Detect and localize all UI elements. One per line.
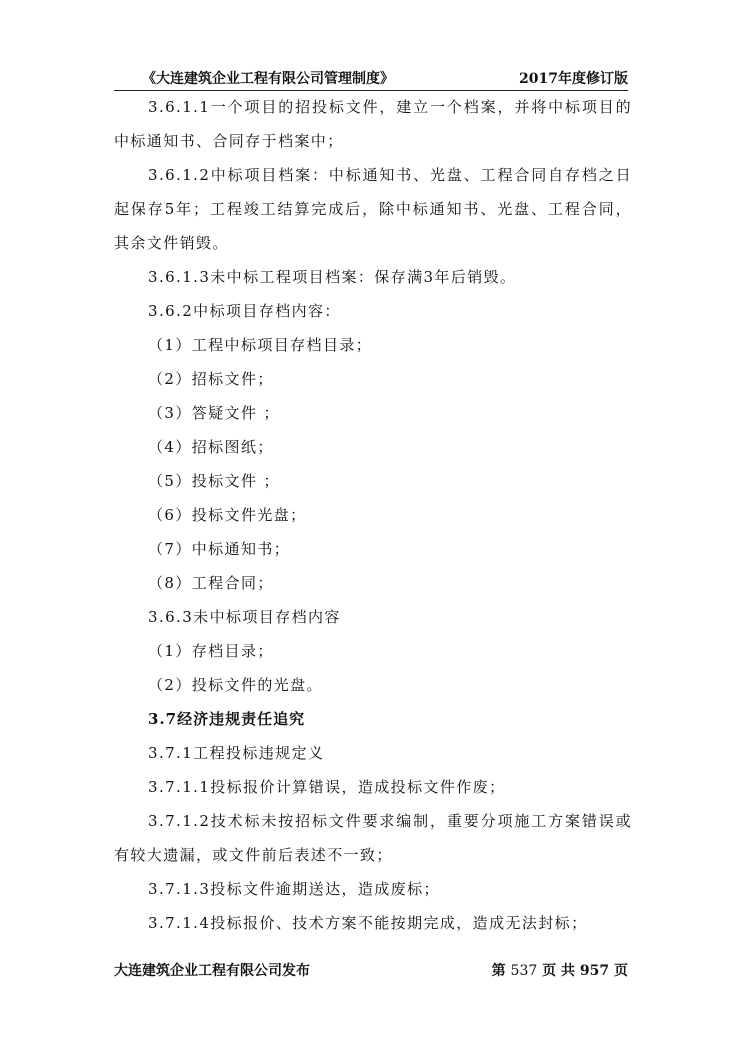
list-item: （8）工程合同； [148,574,274,592]
page-suffix: 页 [614,963,628,979]
list-item: （6）投标文件光盘； [148,506,307,524]
list-item: （1）存档目录； [148,642,274,660]
page-current: 537 [510,963,538,979]
paragraph: 3.6.1.3未中标工程项目档案：保存满3年后销毁。 [148,268,517,286]
paragraph: 3.7.1.4投标报价、技术方案不能按期完成，造成无法封标； [148,914,588,932]
page-prefix: 第 [491,963,506,979]
header-edition: 2017年度修订版 [519,71,628,87]
list-item: （5）投标文件 ； [148,472,280,490]
page-number [492,960,628,980]
page-header [114,64,628,91]
document-body [114,90,632,940]
list-item: （7）中标通知书； [148,540,291,558]
list-item: （2）招标文件； [148,370,274,388]
paragraph: 3.7.1.1投标报价计算错误，造成投标文件作废； [148,778,506,796]
paragraph: 3.6.1.2中标项目档案：中标通知书、光盘、工程合同自存档之日起保存5年；工程竣工结算完成后，除中标通知书、光盘、工程合同，其余文件销毁。 [114,166,632,252]
list-item: （4）招标图纸； [148,438,274,456]
section-heading: 3.7经济违规责任追究 [148,710,306,728]
paragraph: 3.7.1.3投标文件逾期送达，造成废标； [148,880,440,898]
paragraph: 3.7.1.2技术标未按招标文件要求编制，重要分项施工方案错误或有较大遗漏，或文件前后表述不一致； [114,812,632,864]
paragraph: 3.6.1.1一个项目的招投标文件，建立一个档案，并将中标项目的中标通知书、合同存于档案中； [114,98,632,150]
list-item: （3）答疑文件 ； [148,404,280,422]
list-item: （2）投标文件的光盘。 [148,676,323,694]
list-item: （1）工程中标项目存档目录； [148,336,373,354]
paragraph: 3.7.1工程投标违规定义 [148,744,325,762]
paragraph: 3.6.2中标项目存档内容： [148,302,341,320]
page-middle: 页 共 [542,963,576,979]
page-footer [114,960,628,982]
paragraph: 3.6.3未中标项目存档内容 [148,608,341,626]
header-title: 《大连建筑企业工程有限公司管理制度》 [142,71,394,87]
footer-publisher: 大连建筑企业工程有限公司发布 [114,963,310,979]
page-total: 957 [579,963,610,979]
